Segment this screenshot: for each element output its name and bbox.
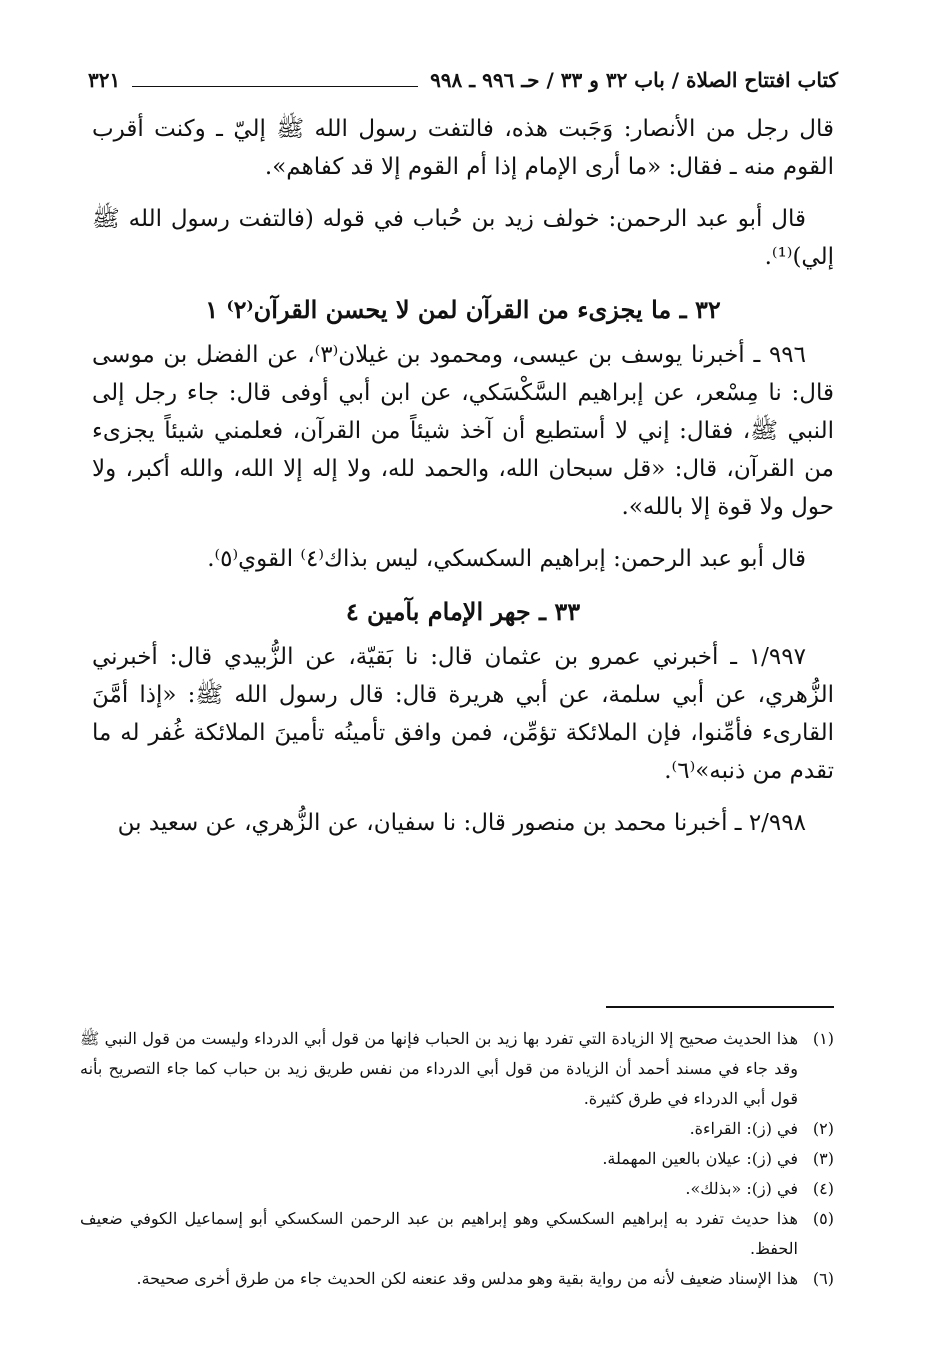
hadith-paragraph: ٩٩٦ ـ أخبرنا يوسف بن عيسى، ومحمود بن غيلان⁽٣⁾، عن الفضل بن موسى قال: نا مِسْعر، عن إبراهيم السَّكْسَكي، عن ابن أبي أوفى قال: جاء رجل إلى النبي ﷺ، فقال: إني لا أستطيع أن آخذ شيئاً من القرآن، فعلمني شيئاً يجزىء من القرآن، قال: «قل سبحان الله، والحمد لله، ولا إله إلا الله، والله أكبر، ولا حول ولا قوة إلا بالله». bbox=[92, 342, 834, 520]
header-title: كتاب افتتاح الصلاة / باب ٣٢ و ٣٣ / حـ ٩٩٦ ـ ٩٩٨ bbox=[430, 68, 838, 92]
hadith-paragraph: ٢/٩٩٨ ـ أخبرنا محمد بن منصور قال: نا سفيان، عن الزُّهري، عن سعيد بن bbox=[117, 810, 806, 836]
footnote-number: (٦) bbox=[812, 1269, 834, 1288]
paragraph: قال أبو عبد الرحمن: إبراهيم السكسكي، ليس بذاك⁽٤⁾ القوي⁽٥⁾. bbox=[207, 546, 806, 572]
footnote-text: هذا الحديث صحيح إلا الزيادة التي تفرد بها زيد بن الحباب فإنها من قول أبي الدرداء وليست من قول النبي ﷺ وقد جاء في مسند أحمد أن الزيادة من قول أبي الدرداء من نفس طريق زيد بن حباب كما جاء التصريح بأنه قول أبي الدرداء في طرق كثيرة. bbox=[80, 1029, 798, 1108]
paragraph: قال أبو عبد الرحمن: خولف زيد بن حُباب في قوله (فالتفت رسول الله ﷺ إلي)⁽¹⁾. bbox=[92, 206, 834, 270]
footnote-text: هذا حديث تفرد به إبراهيم السكسكي وهو إبراهيم بن عبد الرحمن السكسكي أبو إسماعيل الكوفي ضعيف الحفظ. bbox=[80, 1209, 798, 1258]
footnote-text: في (ز): «بذلك». bbox=[685, 1179, 798, 1198]
main-text bbox=[92, 110, 834, 842]
footnote bbox=[80, 1114, 834, 1144]
footnote-number: (٢) bbox=[812, 1119, 834, 1138]
footnote-rule bbox=[606, 1006, 834, 1008]
footnote bbox=[80, 1204, 834, 1264]
chapter-heading: ٣٢ ـ ما يجزىء من القرآن لمن لا يحسن القرآن⁽٢⁾ ١ bbox=[205, 295, 721, 324]
footnote-number: (٥) bbox=[812, 1209, 834, 1228]
footnote-number: (٤) bbox=[812, 1179, 834, 1198]
footnote-number: (٣) bbox=[812, 1149, 834, 1168]
footnote-text: هذا الإسناد ضعيف لأنه من رواية بقية وهو مدلس وقد عنعنه لكن الحديث جاء من طرق أخرى صحيحة. bbox=[136, 1269, 798, 1288]
header-rule bbox=[132, 86, 418, 87]
page-number: ٣٢١ bbox=[88, 68, 121, 92]
footnote bbox=[80, 1264, 834, 1294]
footnote-text: في (ز): القراءة. bbox=[689, 1119, 798, 1138]
running-header bbox=[88, 62, 838, 98]
footnote-number: (١) bbox=[812, 1029, 834, 1048]
paragraph: قال رجل من الأنصار: وَجَبت هذه، فالتفت رسول الله ﷺ إليّ ـ وكنت أقرب القوم منه ـ فقال: «ما أرى الإمام إذا أم القوم إلا قد كفاهم». bbox=[92, 116, 834, 180]
footnote-text: في (ز): عيلان بالعين المهملة. bbox=[602, 1149, 798, 1168]
footnote bbox=[80, 1024, 834, 1114]
chapter-heading: ٣٣ ـ جهر الإمام بآمين ٤ bbox=[345, 597, 581, 626]
footnotes bbox=[80, 1024, 834, 1294]
footnote bbox=[80, 1144, 834, 1174]
footnote bbox=[80, 1174, 834, 1204]
hadith-paragraph: ١/٩٩٧ ـ أخبرني عمرو بن عثمان قال: نا بَقيّة، عن الزُّبيدي قال: أخبرني الزُّهري، عن أبي سلمة، عن أبي هريرة قال: قال رسول الله ﷺ: «إذا أمَّنَ القارىء فأمِّنوا، فإن الملائكة تؤمِّن، فمن وافق تأمينُه تأمينَ الملائكة غُفر له ما تقدم من ذنبه»⁽٦⁾. bbox=[92, 644, 834, 784]
